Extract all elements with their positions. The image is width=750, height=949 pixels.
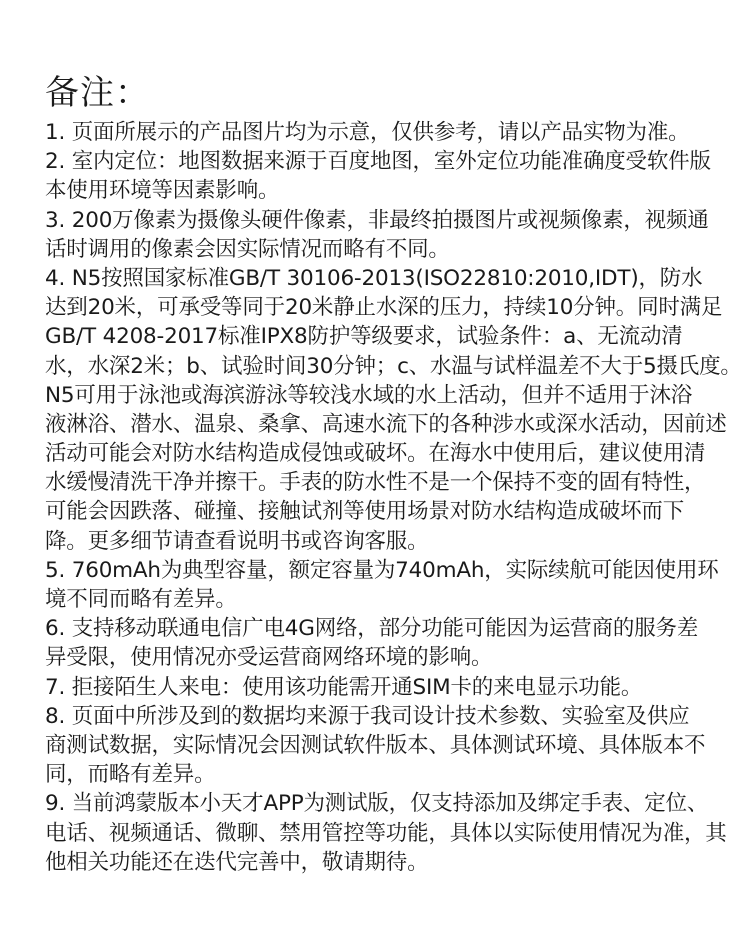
note-line: 活动可能会对防水结构造成侵蚀或破坏。在海水中使用后，建议使用清 <box>45 441 706 467</box>
note-line: 境不同而略有差异。 <box>45 587 237 612</box>
note-line: 他相关功能还在迭代完善中，敬请期待。 <box>45 849 429 875</box>
note-line: 9. 当前鸿蒙版本小天才APP为测试版，仅支持添加及绑定手表、定位、 <box>45 791 709 817</box>
note-line: 可能会因跌落、碰撞、接触试剂等使用场景对防水结构造成破坏而下 <box>45 499 685 525</box>
note-item-5 <box>45 556 719 614</box>
note-line: 电话、视频通话、微聊、禁用管控等功能，具体以实际使用情况为准，其 <box>45 820 727 846</box>
note-line: GB/T 4208-2017标准IPX8防护等级要求，试验条件：a、无流动清 <box>45 324 683 350</box>
note-line: 话时调用的像素会因实际情况而略有不同。 <box>45 236 450 262</box>
note-line: 液淋浴、潜水、温泉、桑拿、高速水流下的各种涉水或深水活动，因前述 <box>45 411 727 437</box>
note-item-4 <box>45 264 742 556</box>
note-line: 5. 760mAh为典型容量，额定容量为740mAh，实际续航可能因使用环 <box>45 557 719 583</box>
note-line: 6. 支持移动联通电信广电4G网络，部分功能可能因为运营商的服务差 <box>45 616 699 642</box>
note-item-1 <box>45 118 705 147</box>
note-line: 降。更多细节请查看说明书或咨询客服。 <box>45 528 429 554</box>
note-item-6 <box>45 614 705 672</box>
note-item-7 <box>45 673 705 702</box>
page-title: 备注： <box>45 72 150 113</box>
note-line: 本使用环境等因素影响。 <box>45 178 280 204</box>
note-line: 商测试数据，实际情况会因测试软件版本、具体测试环境、具体版本不 <box>45 732 706 758</box>
note-line: 7. 拒接陌生人来电：使用该功能需开通SIM卡的来电显示功能。 <box>45 674 643 700</box>
note-line: N5可用于泳池或海滨游泳等较浅水域的水上活动，但并不适用于沐浴 <box>45 382 693 408</box>
note-item-3 <box>45 206 709 264</box>
note-item-2 <box>45 147 711 205</box>
note-line: 水，水深2米；b、试验时间30分钟；c、水温与试样温差不大于5摄氏度。 <box>45 353 742 379</box>
note-item-8 <box>45 702 705 790</box>
note-line: 1. 页面所展示的产品图片均为示意，仅供参考，请以产品实物为准。 <box>45 120 690 145</box>
note-line: 4. N5按照国家标准GB/T 30106-2013(ISO22810:2010,IDT)，防水 <box>45 265 703 291</box>
note-line: 达到20米，可承受等同于20米静止水深的压力，持续10分钟。同时满足 <box>45 295 723 321</box>
note-line: 8. 页面中所涉及到的数据均来源于我司设计技术参数、实验室及供应 <box>45 703 690 729</box>
note-item-9 <box>45 789 727 877</box>
note-line: 同，而略有差异。 <box>45 762 216 788</box>
notes-list <box>45 118 742 877</box>
note-line: 2. 室内定位：地图数据来源于百度地图，室外定位功能准确度受软件版 <box>45 149 711 175</box>
note-line: 水缓慢清洗干净并擦干。手表的防水性不是一个保持不变的固有特性， <box>45 470 706 496</box>
note-line: 异受限，使用情况亦受运营商网络环境的影响。 <box>45 645 493 671</box>
note-line: 3. 200万像素为摄像头硬件像素，非最终拍摄图片或视频像素，视频通 <box>45 207 709 233</box>
